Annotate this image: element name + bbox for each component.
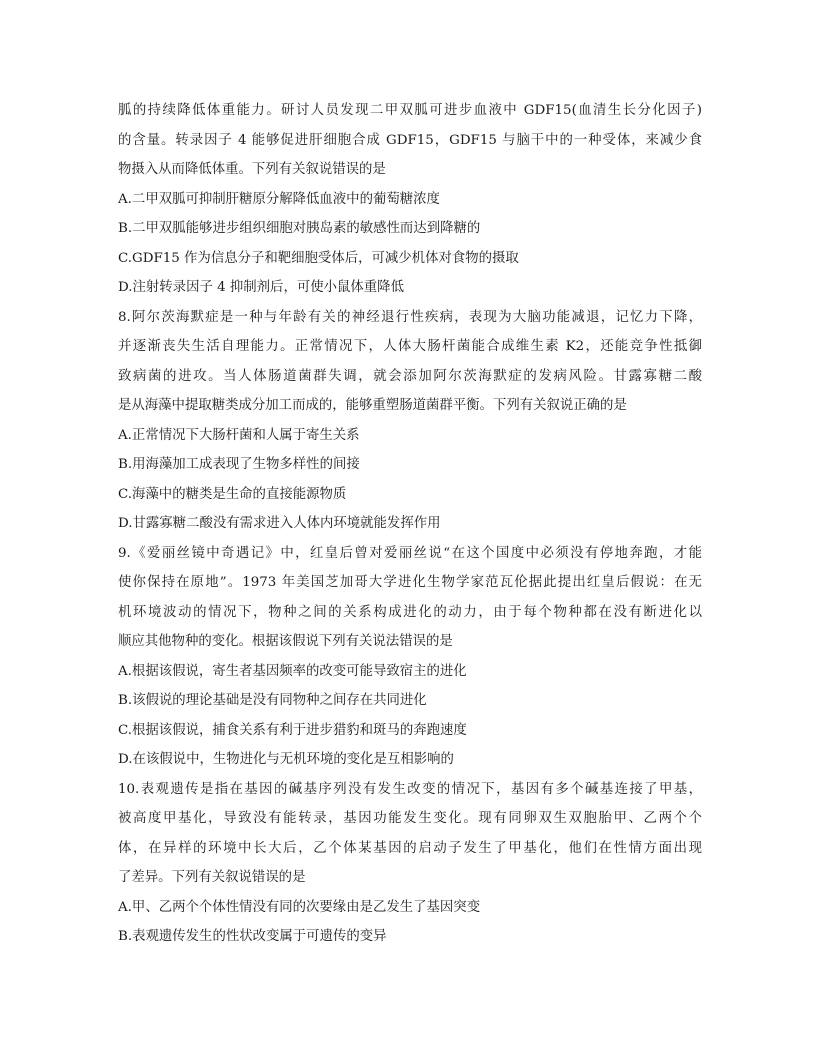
text-line: 10.表观遗传是指在基因的碱基序列没有发生改变的情况下，基因有多个碱基连接了甲基， xyxy=(118,781,702,797)
text-line: 8.阿尔茨海默症是一种与年龄有关的神经退行性疾病，表现为大脑功能减退，记忆力下降， xyxy=(118,309,702,325)
text-line: C.GDF15 作为信息分子和靶细胞受体后，可减少机体对食物的摄取 xyxy=(118,250,519,266)
text-line: A.二甲双胍可抑制肝糖原分解降低血液中的葡萄糖浓度 xyxy=(118,191,440,207)
text-line: B.表观遗传发生的性状改变属于可遗传的变异 xyxy=(118,929,387,944)
text-line: 9.《爱丽丝镜中奇遇记》中，红皇后曾对爱丽丝说“在这个国度中必须没有停地奔跑，才能 xyxy=(118,545,702,561)
text-line: D.甘露寡糖二酸没有需求进入人体内环境就能发挥作用 xyxy=(118,516,441,531)
document-body xyxy=(118,96,702,952)
text-line: 胍的持续降低体重能力。研讨人员发现二甲双胍可进步血液中 GDF15(血清生长分化因子) xyxy=(118,103,702,118)
text-line: 被高度甲基化，导致没有能转录，基因功能发生变化。现有同卵双生双胞胎甲、乙两个个 xyxy=(118,811,702,826)
text-line: 顺应其他物种的变化。根据该假说下列有关说法错误的是 xyxy=(118,634,453,649)
text-line: 使你保持在原地”。1973 年美国芝加哥大学进化生物学家范瓦伦据此提出红皇后假说：在无 xyxy=(118,575,702,590)
text-line: D.注射转录因子 4 抑制剂后，可使小鼠体重降低 xyxy=(118,280,404,295)
text-line: B.用海藻加工成表现了生物多样性的间接 xyxy=(118,457,360,472)
text-line: C.根据该假说，捕食关系有利于进步猎豹和斑马的奔跑速度 xyxy=(118,722,467,738)
text-line: A.正常情况下大肠杆菌和人属于寄生关系 xyxy=(118,427,360,443)
text-line: A.甲、乙两个个体性情没有同的次要缘由是乙发生了基因突变 xyxy=(118,899,481,915)
text-line: 机环境波动的情况下，物种之间的关系构成进化的动力，由于每个物种都在没有断进化以 xyxy=(118,604,702,620)
text-line: D.在该假说中，生物进化与无机环境的变化是互相影响的 xyxy=(118,752,454,767)
text-line: C.海藻中的糖类是生命的直接能源物质 xyxy=(118,486,347,502)
text-line: B.二甲双胍能够进步组织细胞对胰岛素的敏感性而达到降糖的 xyxy=(118,221,481,236)
text-line: 致病菌的进攻。当人体肠道菌群失调，就会添加阿尔茨海默症的发病风险。甘露寡糖二酸 xyxy=(118,368,702,384)
text-line: 了差异。下列有关叙说错误的是 xyxy=(118,870,306,885)
text-line: 并逐渐丧失生活自理能力。正常情况下，人体大肠杆菌能合成维生素 K2，还能竞争性抵御 xyxy=(118,339,702,354)
text-line: 的含量。转录因子 4 能够促进肝细胞合成 GDF15，GDF15 与脑干中的一种受体，来减少食 xyxy=(118,132,702,148)
text-line: 是从海藻中提取糖类成分加工而成的，能够重塑肠道菌群平衡。下列有关叙说正确的是 xyxy=(118,398,627,413)
text-line: 体，在异样的环境中长大后，乙个体某基因的启动子发生了甲基化，他们在性情方面出现 xyxy=(118,840,702,856)
text-line: A.根据该假说，寄生者基因频率的改变可能导致宿主的进化 xyxy=(118,663,467,679)
text-line: 物摄入从而降低体重。下列有关叙说错误的是 xyxy=(118,162,386,177)
text-line: B.该假说的理论基础是没有同物种之间存在共同进化 xyxy=(118,693,427,708)
